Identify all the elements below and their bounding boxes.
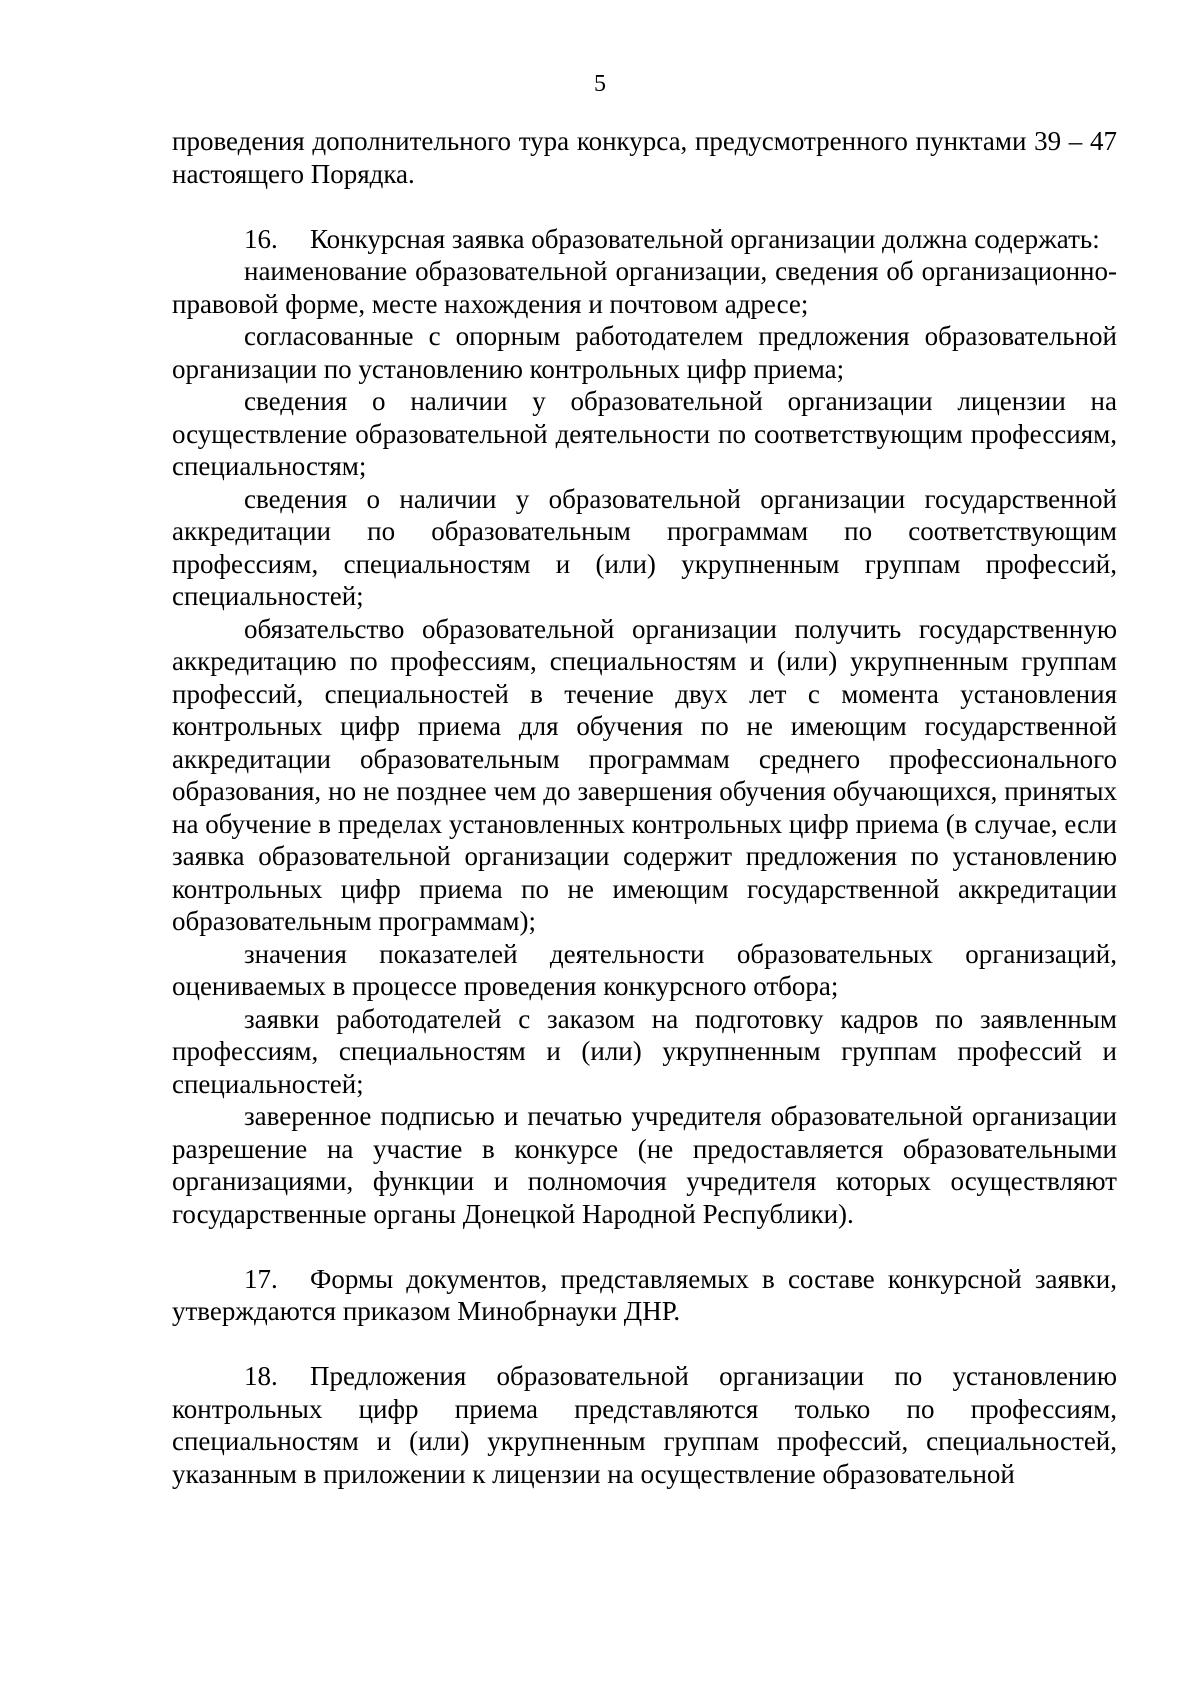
section-17 bbox=[172, 1263, 1117, 1328]
list-item-accreditation: сведения о наличии у образовательной организации государственной аккредитации по образовательным программам по соответствующим профессиям, специальностям и (или) укрупненным группам профессий, специальностей; bbox=[172, 483, 1117, 611]
list-item-name: наименование образовательной организации, сведения об организационно-правовой форме, месте нахождения и почтовом адресе; bbox=[172, 256, 1117, 319]
section-text: Предложения образовательной организации по установлению контрольных цифр приема представляются только по профессиям, специальностям и (или) укрупненным группам профессий, специальностей, указанным в приложении к лицензии на осуществление образовательной bbox=[172, 1361, 1117, 1489]
section-text: Формы документов, представляемых в составе конкурсной заявки, утверждаются приказом Минобрнауки ДНР. bbox=[172, 1263, 1117, 1326]
section-text: Конкурсная заявка образовательной организации должна содержать: bbox=[310, 223, 1100, 254]
section-16-intro bbox=[172, 223, 1117, 256]
section-number: 16. bbox=[244, 223, 278, 254]
document-body bbox=[172, 125, 1117, 1490]
list-item-obligation: обязательство образовательной организации получить государственную аккредитацию по профессиям, специальностям и (или) укрупненным группам профессий, специальностей в течение двух лет с момента установления контрольных цифр приема для обучения по не имеющим государственной аккредитации образовательным программам среднего профессионального образования, но не позднее чем до завершения обучения обучающихся, принятых на обучение в пределах установленных контрольных цифр приема (в случае, если заявка образовательной организации содержит предложения по установлению контрольных цифр приема по не имеющим государственной аккредитации образовательным программам); bbox=[172, 613, 1117, 936]
section-18 bbox=[172, 1360, 1117, 1490]
list-item-founder-permission: заверенное подписью и печатью учредителя образовательной организации разрешение на участие в конкурсе (не предоставляется образовательными организациями, функции и полномочия учредителя которых осуществляют государственные органы Донецкой Народной Республики). bbox=[172, 1101, 1117, 1229]
section-number: 18. bbox=[244, 1361, 278, 1391]
list-item-employer-proposals: согласованные с опорным работодателем предложения образовательной организации по установлению контрольных цифр приема; bbox=[172, 321, 1117, 384]
list-item-employer-requests: заявки работодателей с заказом на подготовку кадров по заявленным профессиям, специальностям и (или) укрупненным группам профессий и специальностей; bbox=[172, 1003, 1117, 1099]
section-number: 17. bbox=[244, 1263, 278, 1294]
list-item-license: сведения о наличии у образовательной организации лицензии на осуществление образовательной деятельности по соответствующим профессиям, специальностям; bbox=[172, 386, 1117, 481]
list-item-indicators: значения показателей деятельности образовательных организаций, оцениваемых в процессе проведения конкурсного отбора; bbox=[172, 938, 1117, 1001]
page-number: 5 bbox=[594, 71, 606, 97]
paragraph-continuation: проведения дополнительного тура конкурса, предусмотренного пунктами 39 – 47 настоящего Порядка. bbox=[172, 126, 1117, 189]
